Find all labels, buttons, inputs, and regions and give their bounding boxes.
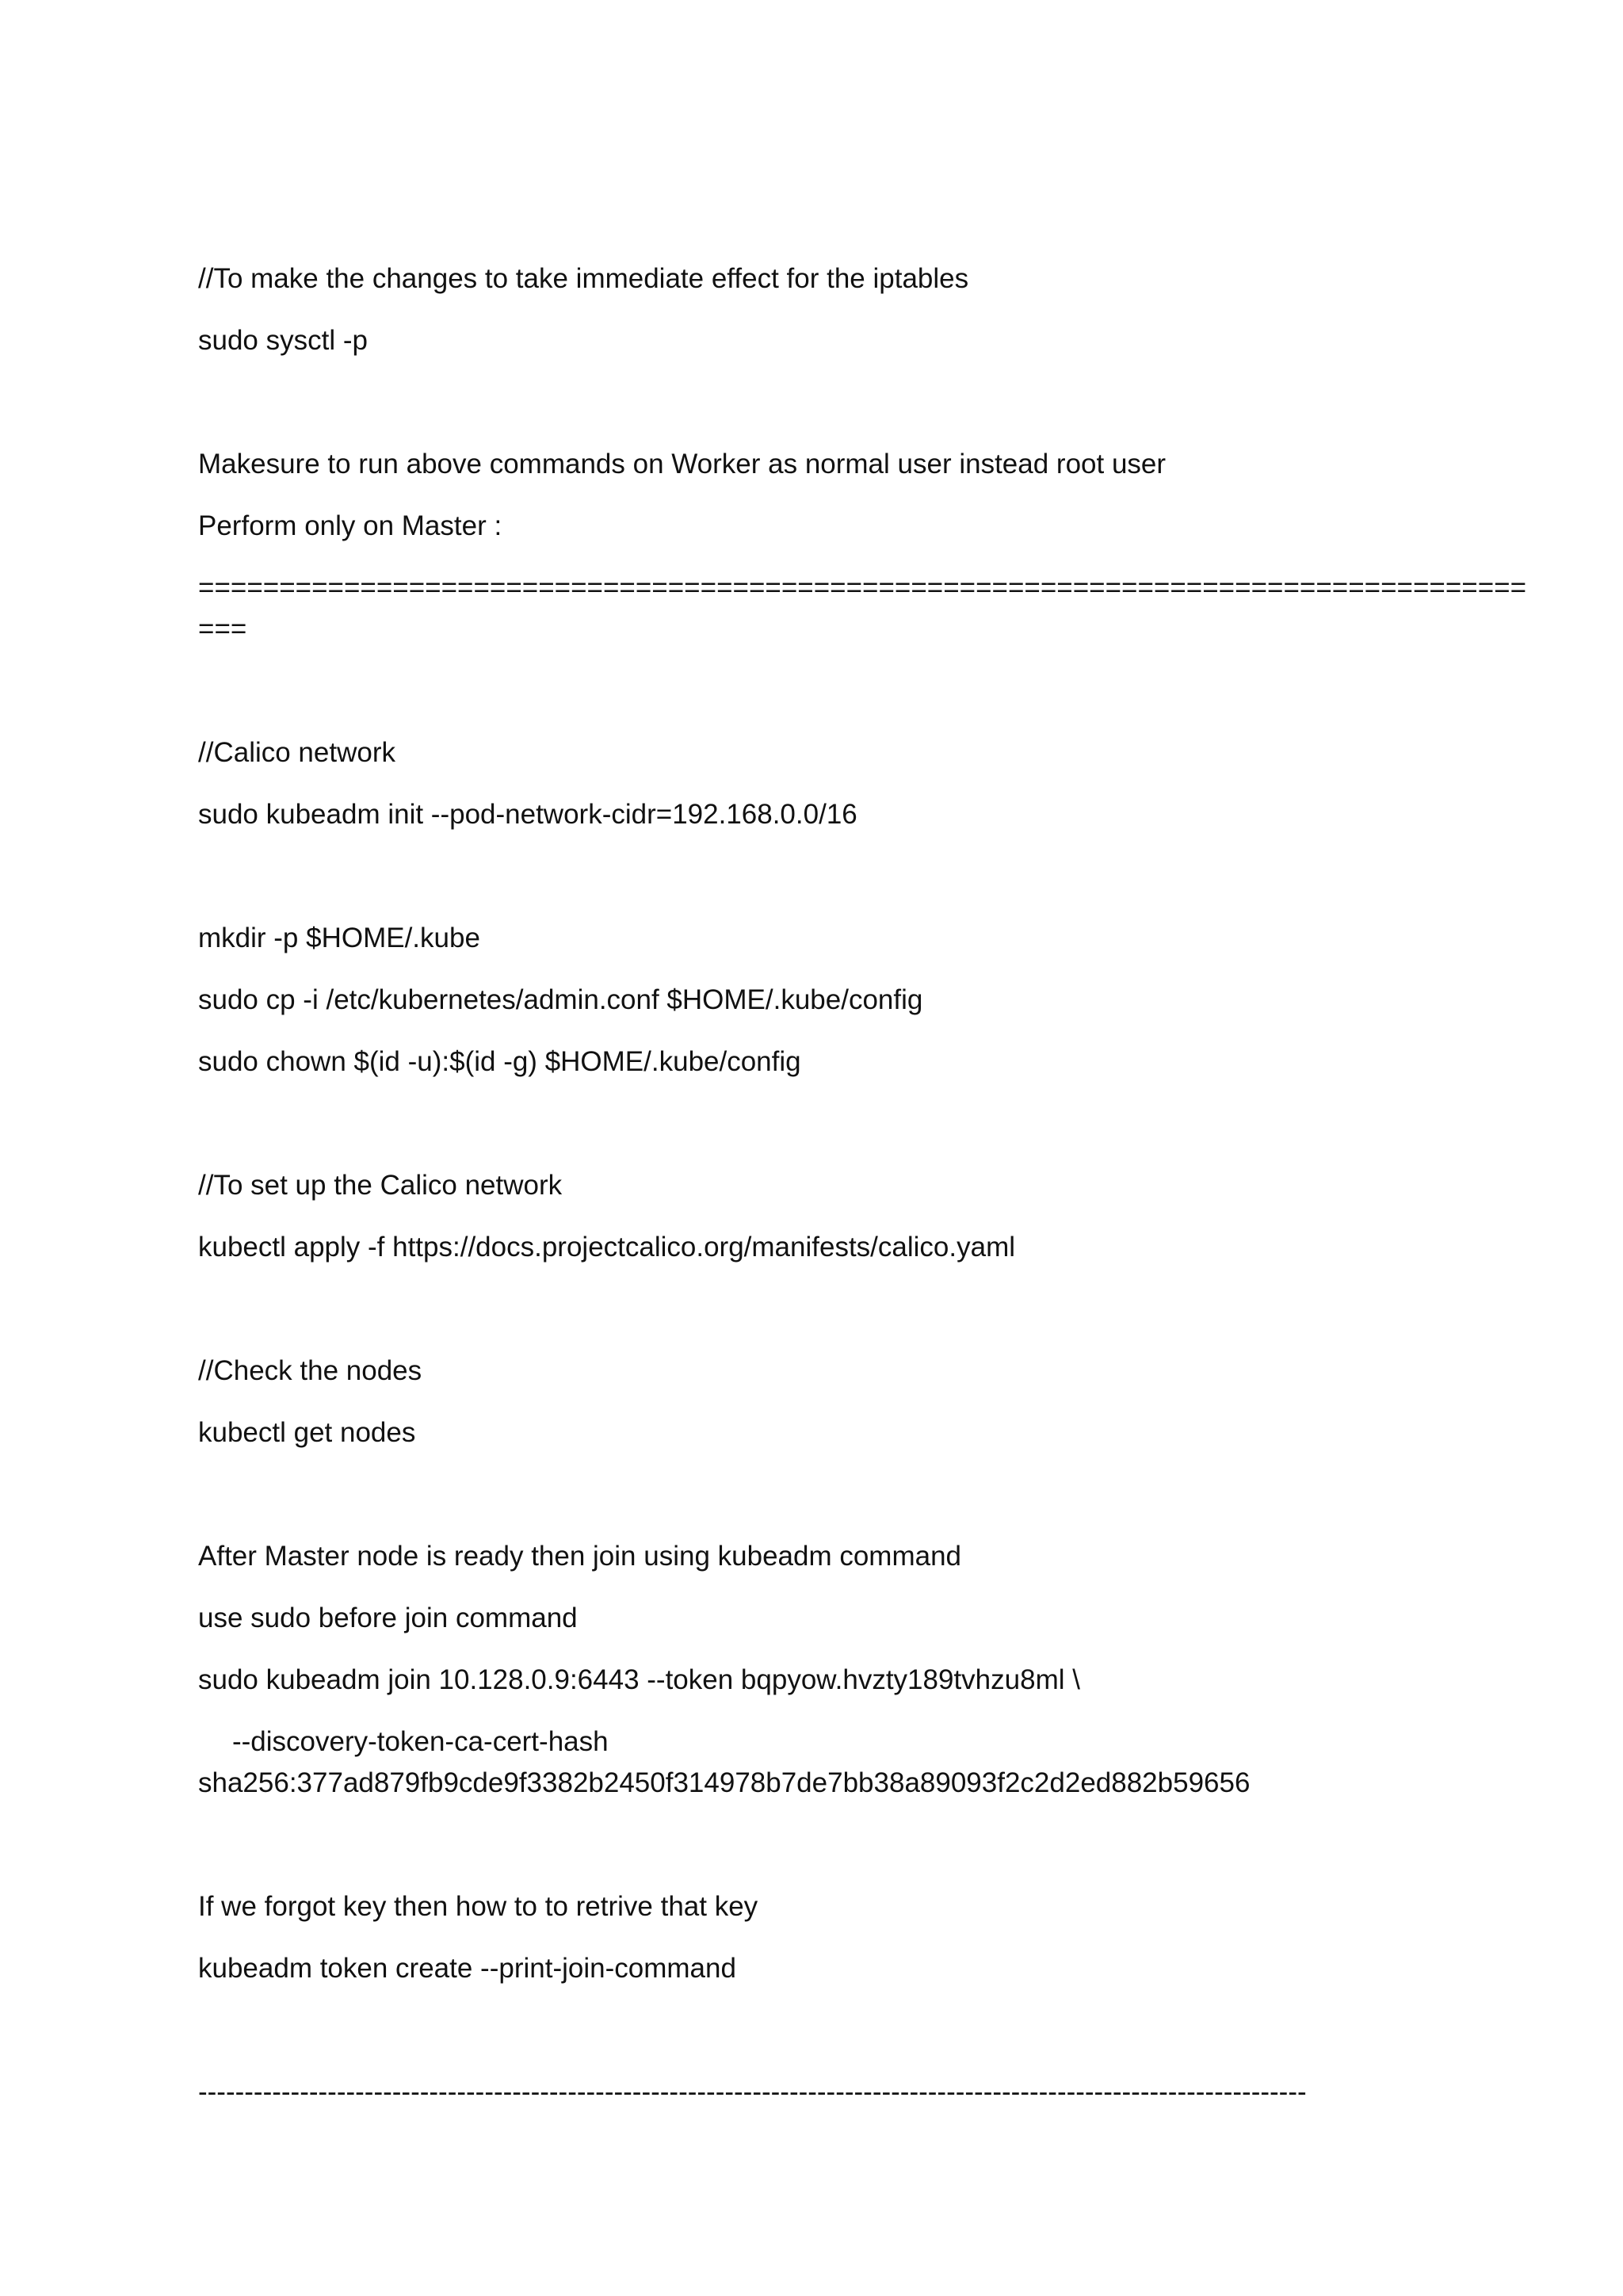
note-worker-user: Makesure to run above commands on Worker as normal user instead root user <box>198 449 1167 479</box>
command-kubeadm-init: sudo kubeadm init --pod-network-cidr=192.168.0.0/16 <box>198 799 857 830</box>
comment-setup-calico: //To set up the Calico network <box>198 1170 563 1201</box>
command-kubeadm-join: sudo kubeadm join 10.128.0.9:6443 --token bqpyow.hvzty189tvhzu8ml \ <box>198 1664 1080 1695</box>
command-kubectl-apply: kubectl apply -f https://docs.projectcalico.org/manifests/calico.yaml <box>198 1232 1015 1263</box>
comment-iptables: //To make the changes to take immediate effect for the iptables <box>198 263 969 294</box>
command-discovery-hash-value: sha256:377ad879fb9cde9f3382b2450f314978b7de7bb38a89093f2c2d2ed882b59656 <box>198 1767 1251 1798</box>
separator-equals: ================================================================================== <box>198 572 1527 603</box>
heading-master-only: Perform only on Master : <box>198 510 502 541</box>
separator-dashes: ------------------------------------------------------------------------------------------------------------------------ <box>198 2076 1307 2107</box>
comment-calico-network: //Calico network <box>198 737 395 768</box>
command-discovery-hash-flag: --discovery-token-ca-cert-hash <box>232 1726 609 1757</box>
command-mkdir: mkdir -p $HOME/.kube <box>198 923 480 953</box>
command-copy-config: sudo cp -i /etc/kubernetes/admin.conf $HOME/.kube/config <box>198 984 923 1015</box>
command-get-nodes: kubectl get nodes <box>198 1417 416 1448</box>
separator-equals-wrap: === <box>198 613 247 644</box>
note-forgot-key: If we forgot key then how to to retrive that key <box>198 1891 758 1922</box>
command-sysctl: sudo sysctl -p <box>198 325 368 356</box>
command-token-create: kubeadm token create --print-join-command <box>198 1953 736 1984</box>
command-chown: sudo chown $(id -u):$(id -g) $HOME/.kube/config <box>198 1046 801 1077</box>
note-use-sudo: use sudo before join command <box>198 1603 578 1633</box>
note-join-master: After Master node is ready then join using kubeadm command <box>198 1541 962 1572</box>
comment-check-nodes: //Check the nodes <box>198 1355 422 1386</box>
